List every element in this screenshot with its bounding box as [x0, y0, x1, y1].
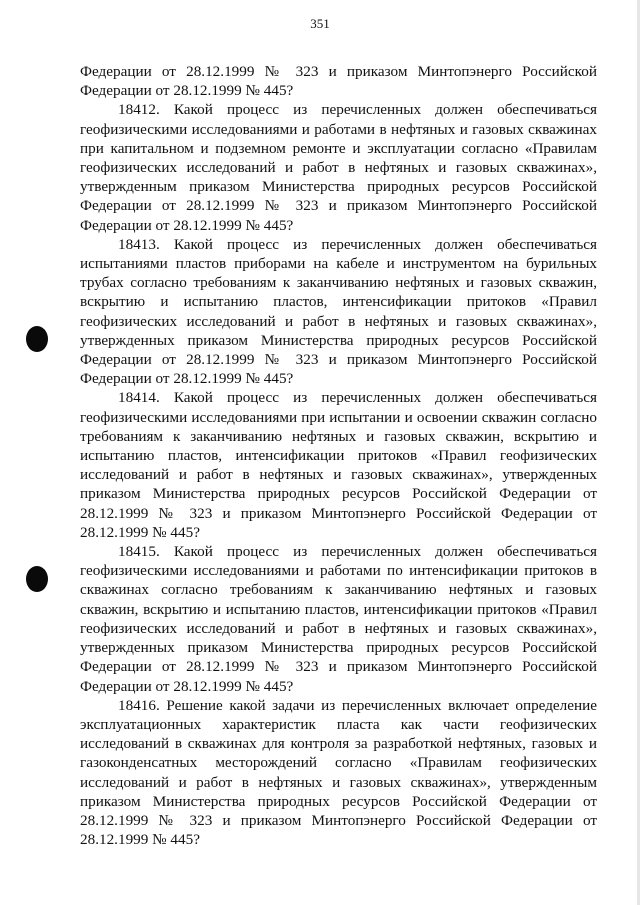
punch-hole-lower: [26, 566, 48, 592]
page-number: 351: [310, 16, 330, 31]
question-18413: 18413. Какой процесс из перечисленных должен обеспечиваться испытаниями пластов приборами на кабеле и инструментом на бурильных трубах согласно требованиям к заканчиванию нефтяных и газовых скважин, вскрытию и испытанию пластов, интенсификации притоков «Правил геофизических исследований и работ в нефтяных и газовых скважинах», утвержденных приказом Министерства природных ресурсов Российской Федерации от 28.12.1999 № 323 и приказом Минтопэнерго Российской Федерации от 28.12.1999 № 445?: [80, 235, 597, 388]
question-18416: 18416. Решение какой задачи из перечисленных включает определение эксплуатационных характеристик пласта как части геофизических исследований в скважинах для контроля за разработкой нефтяных, газовых и газоконденсатных месторождений согласно «Правилам геофизических исследований и работ в нефтяных и газовых скважинах», утвержденным приказом Министерства природных ресурсов Российской Федерации от 28.12.1999 № 323 и приказом Минтопэнерго Российской Федерации от 28.12.1999 № 445?: [80, 696, 597, 849]
question-18414: 18414. Какой процесс из перечисленных должен обеспечиваться геофизическими исследованиями при испытании и освоении скважин согласно требованиям к заканчиванию нефтяных и газовых скважин, вскрытию и испытанию пластов, интенсификации притоков «Правил геофизических исследований и работ в нефтяных и газовых скважинах», утвержденных приказом Министерства природных ресурсов Российской Федерации от 28.12.1999 № 323 и приказом Минтопэнерго Российской Федерации от 28.12.1999 № 445?: [80, 389, 597, 541]
punch-hole-upper: [26, 326, 48, 352]
question-18412: 18412. Какой процесс из перечисленных должен обеспечиваться геофизическими исследованиями и работами в нефтяных и газовых скважинах при капитальном и подземном ремонте и эксплуатации согласно «Правилам геофизических исследований и работ в нефтяных и газовых скважинах», утвержденным приказом Министерства природных ресурсов Российской Федерации от 28.12.1999 № 323 и приказом Минтопэнерго Российской Федерации от 28.12.1999 № 445?: [80, 101, 597, 234]
paragraph-continuation: Федерации от 28.12.1999 № 323 и приказом Минтопэнерго Российской Федерации от 28.12.1999 № 445?: [80, 63, 597, 100]
document-body: [80, 62, 597, 849]
question-18415: 18415. Какой процесс из перечисленных должен обеспечиваться геофизическими исследованиями и работами по интенсификации притоков в скважинах согласно требованиям к заканчиванию нефтяных и газовых скважин, вскрытию и испытанию пластов, интенсификации притоков «Правил геофизических исследований и работ в нефтяных и газовых скважинах», утвержденных приказом Министерства природных ресурсов Российской Федерации от 28.12.1999 № 323 и приказом Минтопэнерго Российской Федерации от 28.12.1999 № 445?: [80, 543, 597, 695]
